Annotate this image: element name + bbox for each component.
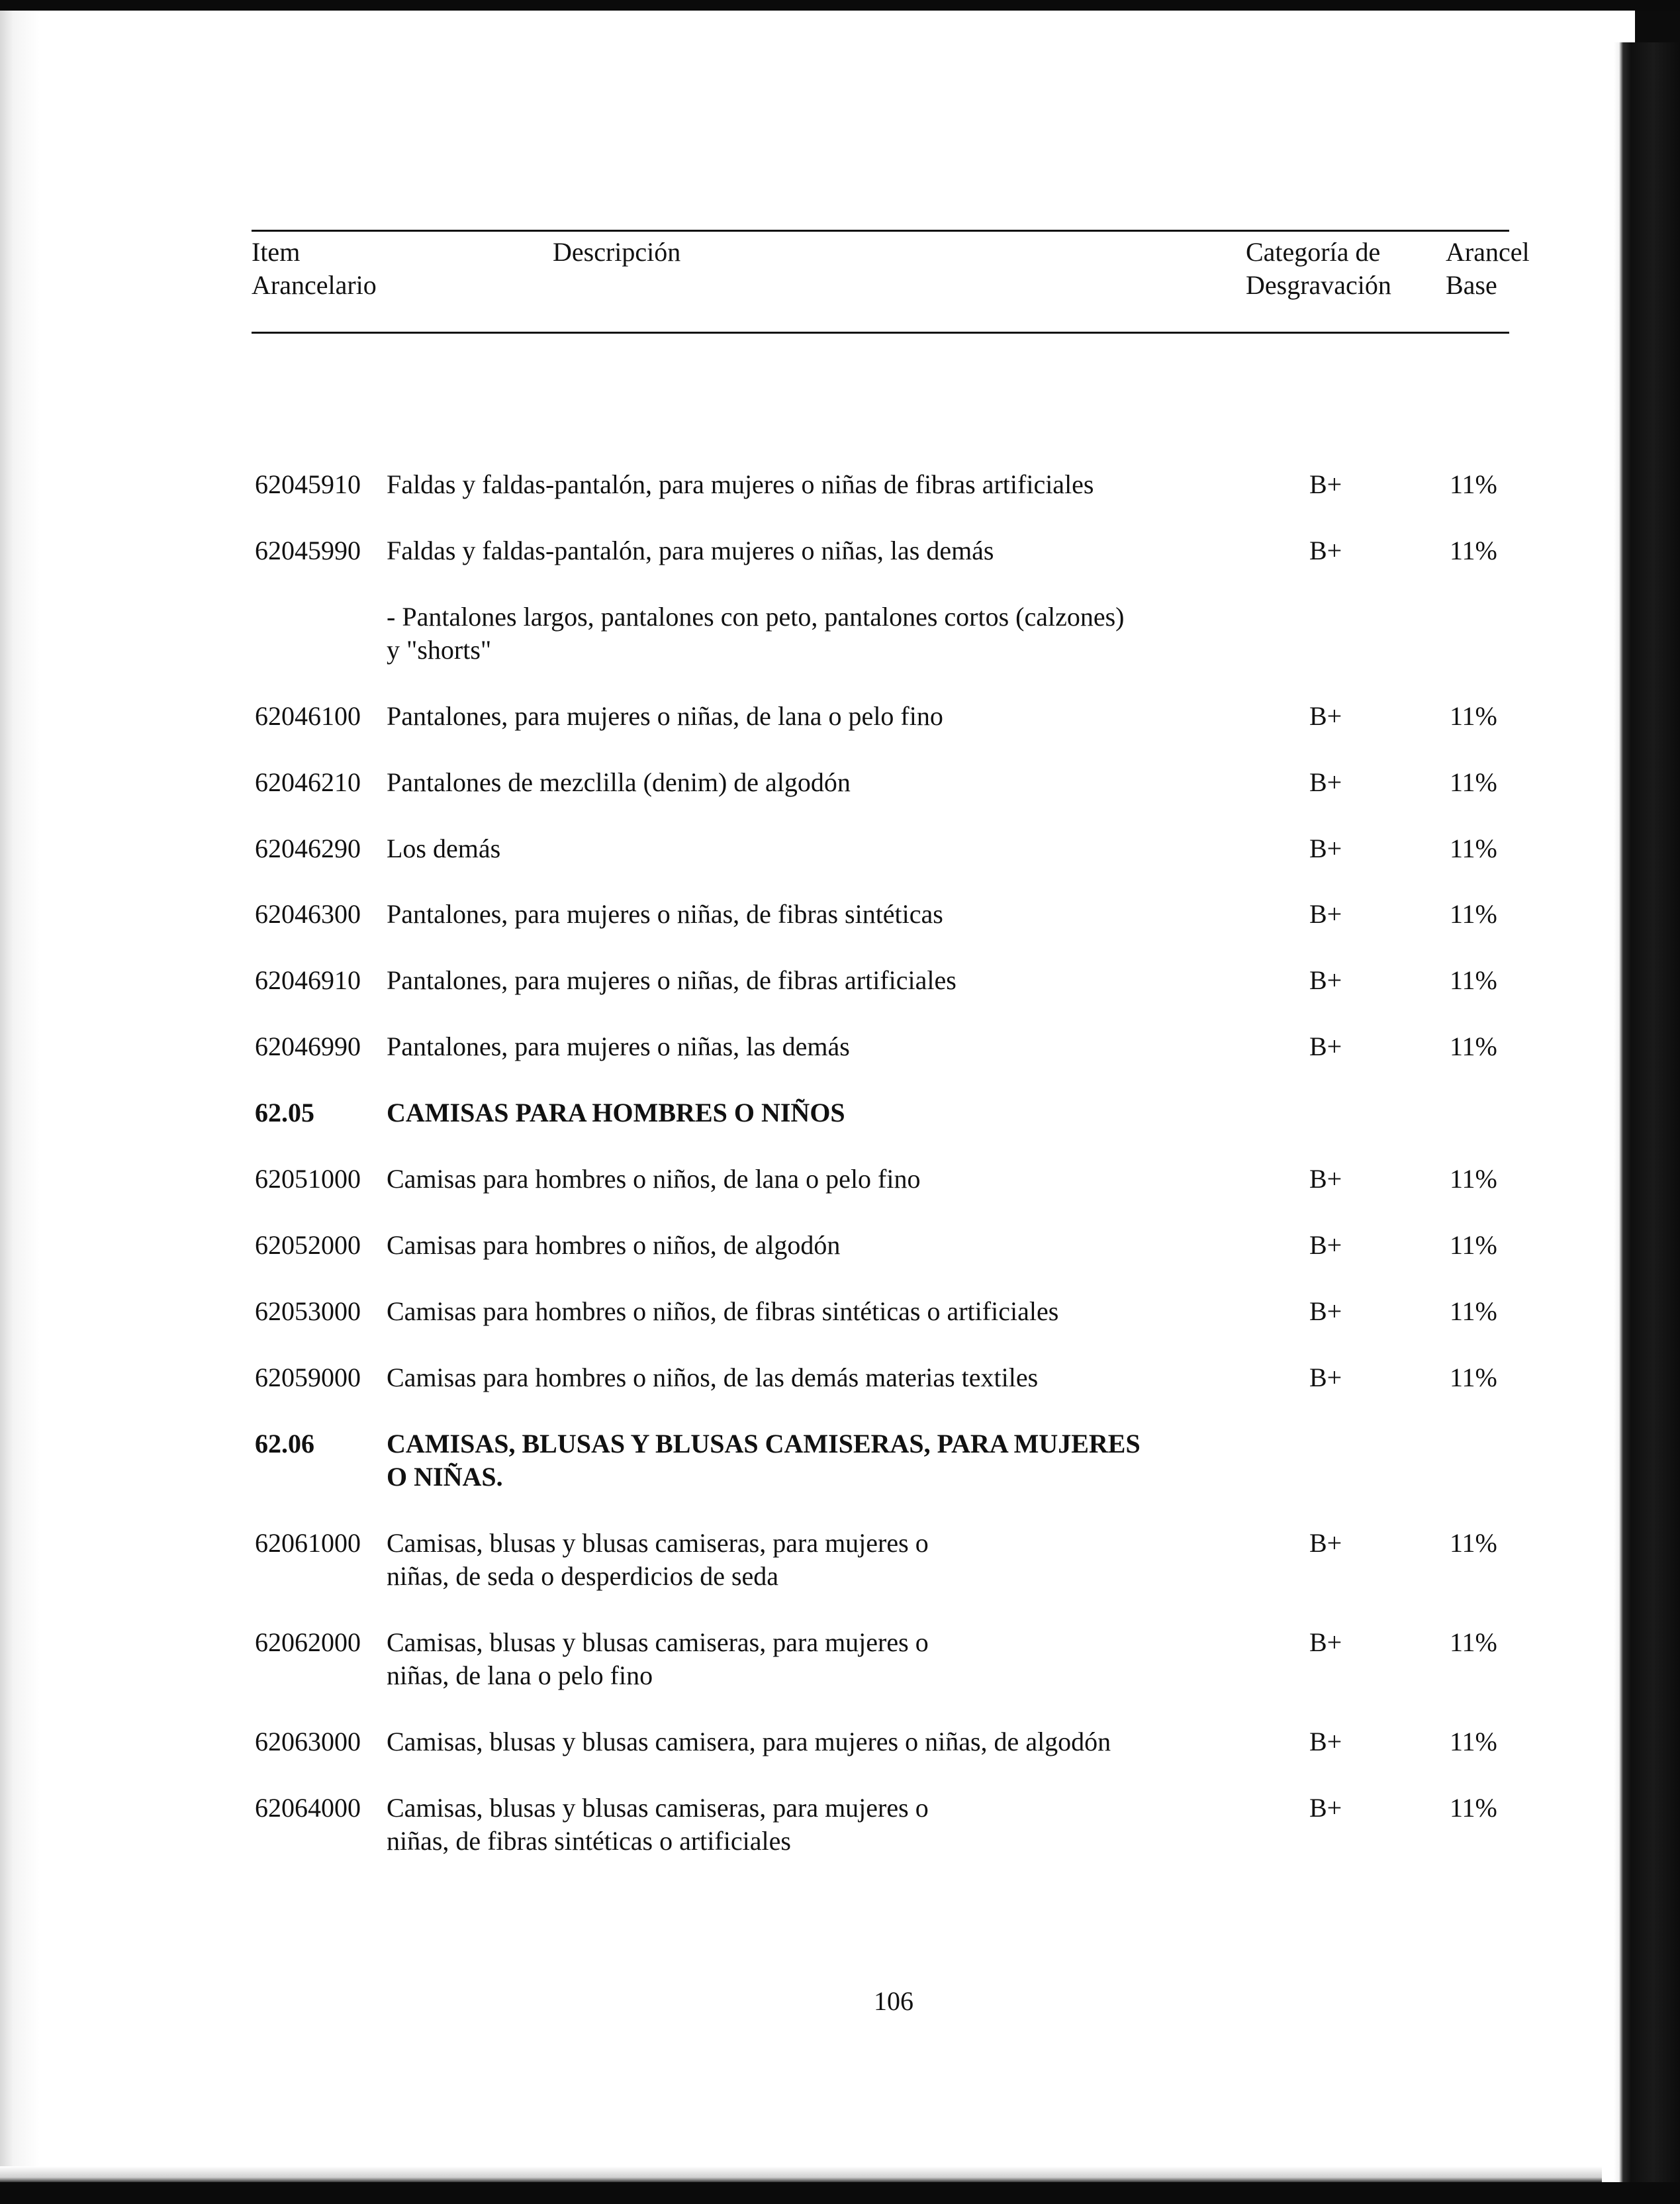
row-base-tariff: 11% bbox=[1450, 1230, 1497, 1260]
heading-code: 62.06 bbox=[255, 1429, 314, 1459]
heading-code: 62.05 bbox=[255, 1098, 314, 1127]
row-code: 62062000 bbox=[255, 1627, 361, 1657]
header-description: Descripción bbox=[553, 237, 681, 267]
header-base-line1: Arancel bbox=[1446, 237, 1530, 267]
row-description: Camisas, blusas y blusas camiseras, para mujeres o bbox=[387, 1793, 929, 1823]
row-code: 62046300 bbox=[255, 899, 361, 929]
row-code: 62045910 bbox=[255, 469, 361, 499]
row-code: 62064000 bbox=[255, 1793, 361, 1823]
row-base-tariff: 11% bbox=[1450, 899, 1497, 929]
row-code: 62051000 bbox=[255, 1164, 361, 1194]
scan-border-right bbox=[1614, 42, 1680, 2204]
row-description: Camisas para hombres o niños, de las demás materias textiles bbox=[387, 1363, 1039, 1392]
row-description: Pantalones, para mujeres o niñas, las demás bbox=[387, 1031, 850, 1061]
row-base-tariff: 11% bbox=[1450, 834, 1497, 863]
row-description: Pantalones, para mujeres o niñas, de fibras artificiales bbox=[387, 965, 957, 995]
row-code: 62052000 bbox=[255, 1230, 361, 1260]
row-category: B+ bbox=[1309, 701, 1342, 731]
row-code: 62046910 bbox=[255, 965, 361, 995]
header-category bbox=[1246, 236, 1391, 302]
header-top-rule bbox=[252, 230, 1509, 232]
header-item-line2: Arancelario bbox=[252, 270, 377, 300]
row-base-tariff: 11% bbox=[1450, 536, 1497, 565]
row-code: 62053000 bbox=[255, 1296, 361, 1326]
row-code: 62061000 bbox=[255, 1528, 361, 1558]
header-base-line2: Base bbox=[1446, 270, 1497, 300]
row-description: Camisas para hombres o niños, de algodón bbox=[387, 1230, 841, 1260]
row-base-tariff: 11% bbox=[1450, 767, 1497, 797]
row-category: B+ bbox=[1309, 899, 1342, 929]
row-description: Pantalones, para mujeres o niñas, de fibras sintéticas bbox=[387, 899, 943, 929]
row-category: B+ bbox=[1309, 1363, 1342, 1392]
header-category-line2: Desgravación bbox=[1246, 270, 1391, 300]
row-category: B+ bbox=[1309, 1164, 1342, 1194]
row-category: B+ bbox=[1309, 767, 1342, 797]
row-category: B+ bbox=[1309, 1793, 1342, 1823]
row-base-tariff: 11% bbox=[1450, 965, 1497, 995]
row-description: Los demás bbox=[387, 834, 501, 863]
row-code: 62045990 bbox=[255, 536, 361, 565]
row-description: Pantalones de mezclilla (denim) de algodón bbox=[387, 767, 851, 797]
header-item-line1: Item bbox=[252, 237, 301, 267]
scan-shadow-bottom bbox=[0, 2166, 1602, 2182]
row-description: Camisas para hombres o niños, de lana o pelo fino bbox=[387, 1164, 921, 1194]
page-number: 106 bbox=[874, 1986, 913, 2016]
scan-border-left bbox=[0, 11, 40, 2182]
row-description: Camisas para hombres o niños, de fibras sintéticas o artificiales bbox=[387, 1296, 1059, 1326]
row-base-tariff: 11% bbox=[1450, 1164, 1497, 1194]
row-base-tariff: 11% bbox=[1450, 1793, 1497, 1823]
row-base-tariff: 11% bbox=[1450, 1627, 1497, 1657]
scan-border-bottom bbox=[0, 2182, 1680, 2204]
heading-title: CAMISAS PARA HOMBRES O NIÑOS bbox=[387, 1098, 845, 1127]
row-code: 62063000 bbox=[255, 1727, 361, 1756]
row-base-tariff: 11% bbox=[1450, 1363, 1497, 1392]
heading-title-line2: O NIÑAS. bbox=[387, 1462, 503, 1492]
row-category: B+ bbox=[1309, 834, 1342, 863]
row-code: 62059000 bbox=[255, 1363, 361, 1392]
row-base-tariff: 11% bbox=[1450, 701, 1497, 731]
row-code: 62046210 bbox=[255, 767, 361, 797]
row-category: B+ bbox=[1309, 1627, 1342, 1657]
header-category-line1: Categoría de bbox=[1246, 237, 1381, 267]
row-description: Camisas, blusas y blusas camisera, para mujeres o niñas, de algodón bbox=[387, 1727, 1111, 1756]
row-base-tariff: 11% bbox=[1450, 1031, 1497, 1061]
row-category: B+ bbox=[1309, 1031, 1342, 1061]
row-category: B+ bbox=[1309, 536, 1342, 565]
row-description-line2: niñas, de fibras sintéticas o artificiales bbox=[387, 1826, 791, 1856]
row-description-line2: niñas, de lana o pelo fino bbox=[387, 1660, 653, 1690]
row-code: 62046290 bbox=[255, 834, 361, 863]
row-description: Camisas, blusas y blusas camiseras, para mujeres o bbox=[387, 1528, 929, 1558]
header-base bbox=[1446, 236, 1530, 302]
row-category: B+ bbox=[1309, 1230, 1342, 1260]
row-base-tariff: 11% bbox=[1450, 469, 1497, 499]
row-base-tariff: 11% bbox=[1450, 1727, 1497, 1756]
scan-border-top bbox=[0, 0, 1680, 11]
row-description: - Pantalones largos, pantalones con peto, pantalones cortos (calzones) bbox=[387, 602, 1125, 632]
row-category: B+ bbox=[1309, 965, 1342, 995]
row-category: B+ bbox=[1309, 1727, 1342, 1756]
row-description: Camisas, blusas y blusas camiseras, para mujeres o bbox=[387, 1627, 929, 1657]
row-code: 62046990 bbox=[255, 1031, 361, 1061]
row-category: B+ bbox=[1309, 469, 1342, 499]
heading-title: CAMISAS, BLUSAS Y BLUSAS CAMISERAS, PARA MUJERES bbox=[387, 1429, 1141, 1459]
row-code: 62046100 bbox=[255, 701, 361, 731]
row-description: Faldas y faldas-pantalón, para mujeres o niñas, las demás bbox=[387, 536, 994, 565]
row-description-line2: niñas, de seda o desperdicios de seda bbox=[387, 1561, 779, 1591]
row-description: Faldas y faldas-pantalón, para mujeres o niñas de fibras artificiales bbox=[387, 469, 1094, 499]
row-base-tariff: 11% bbox=[1450, 1528, 1497, 1558]
row-description-line2: y "shorts" bbox=[387, 635, 492, 665]
row-category: B+ bbox=[1309, 1528, 1342, 1558]
row-category: B+ bbox=[1309, 1296, 1342, 1326]
header-bottom-rule bbox=[252, 332, 1509, 334]
row-description: Pantalones, para mujeres o niñas, de lana o pelo fino bbox=[387, 701, 943, 731]
header-item bbox=[252, 236, 377, 302]
row-base-tariff: 11% bbox=[1450, 1296, 1497, 1326]
